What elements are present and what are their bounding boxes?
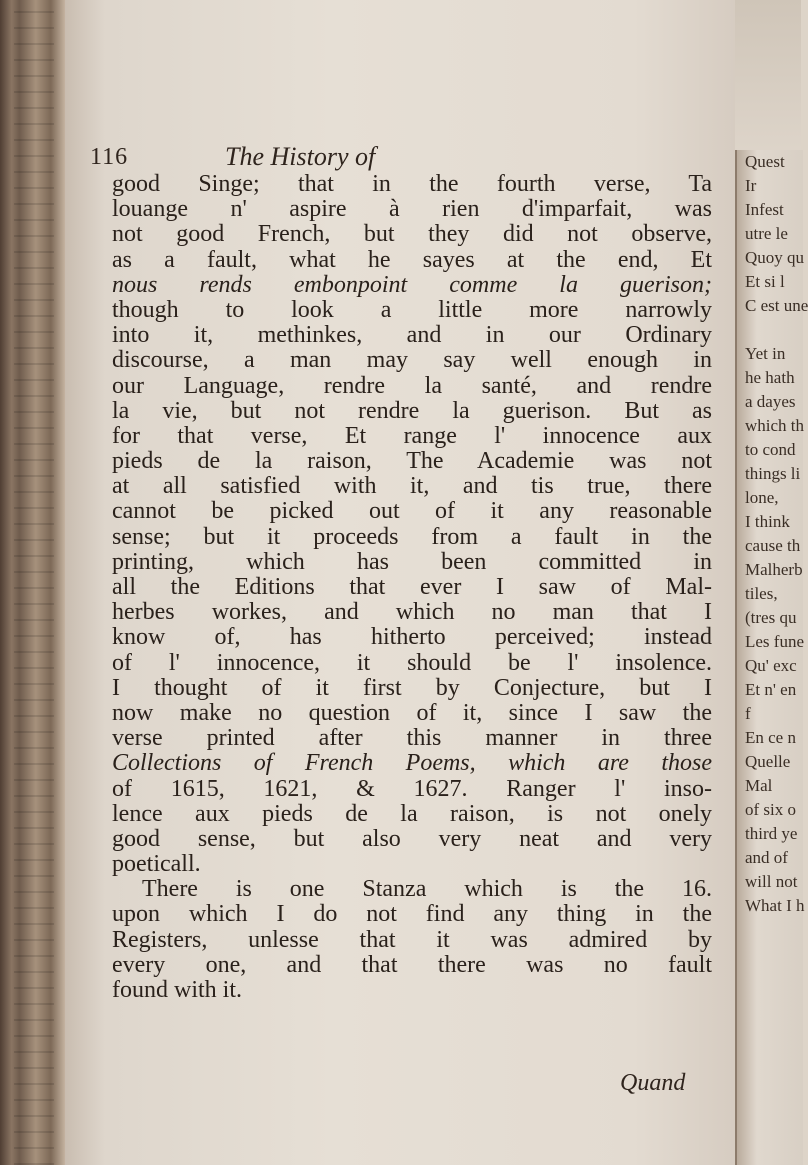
running-head: The History of [225,142,376,171]
text-line: our Language, rendre la santé, and rendre [112,372,712,399]
facing-line: Yet in [745,344,786,363]
text-line: all the Editions that ever I saw of Mal- [112,574,712,600]
facing-line: which th [745,416,805,435]
facing-line: Mal [745,776,773,795]
text-line: verse printed after this manner in three [112,725,712,752]
facing-line: Qu' exc [745,656,797,675]
text-line: good sense, but also very neat and very [112,825,712,852]
text-line: know of, has hitherto perceived; instead [112,624,712,651]
facing-line: What I h [745,896,805,915]
facing-line: a dayes [745,392,796,411]
text-line: though to look a little more narrowly [112,296,712,323]
facing-line: Et si l [745,272,785,291]
text-line: herbes workes, and which no man that I [112,599,712,626]
facing-line: (tres qu [745,608,797,627]
text-line: I thought of it first by Conjecture, but I [112,674,712,701]
text-line: discourse, a man may say well enough in [112,347,712,374]
facing-line: En ce n [745,728,796,747]
text-line: into it, methinkes, and in our Ordinary [112,322,712,349]
facing-line: Quest [745,152,785,171]
facing-line: and of [745,848,788,867]
facing-line: Quoy qu [745,248,805,267]
facing-line: Malherb [745,560,803,579]
facing-line: Et n' en [745,680,797,699]
text-line: of l' innocence, it should be l' insolence. [112,649,712,676]
facing-line: C est une [745,296,808,315]
facing-line: of six o [745,800,796,819]
facing-line: utre le [745,224,788,243]
text-line: upon which I do not find any thing in the [112,901,712,928]
text-line: printing, which has been committed in [112,548,712,575]
facing-line: Ir [745,176,757,195]
text-line: for that verse, Et range l' innocence aux [112,422,712,449]
book-spine [0,0,65,1165]
facing-page-top [735,0,801,150]
facing-line: Les fune [745,632,805,651]
text-line: at all satisfied with it, and tis true, there [112,473,712,500]
text-line: la vie, but not rendre la guerison. But as [112,397,712,424]
page-body [112,172,712,1003]
text-line: of 1615, 1621, & 1627. Ranger l' inso- [112,775,712,802]
facing-line: things li [745,464,801,483]
facing-line: Quelle [745,752,791,771]
page-number: 116 [90,144,129,170]
text-line: nous rends embonpoint comme la guerison; [112,271,712,298]
text-line: louange n' aspire à rien d'imparfait, was [112,196,712,223]
facing-line: lone, [745,488,779,507]
text-line: Collections of French Poems, which are those [112,750,712,777]
text-line: pieds de la raison, The Academie was not [112,448,712,475]
text-line: found with it. [112,977,242,1003]
text-line: sense; but it proceeds from a fault in the [112,523,712,550]
text-line: cannot be picked out of it any reasonable [112,498,712,525]
text-line: There is one Stanza which is the 16. [142,876,712,903]
spine-texture [14,0,54,1165]
text-line: lence aux pieds de la raison, is not onely [112,800,712,827]
text-line: poeticall. [112,851,201,878]
facing-line: f [745,704,751,723]
facing-line: to cond [745,440,796,459]
facing-line: he hath [745,368,795,387]
text-line: not good French, but they did not observe, [112,221,712,248]
text-line: now make no question of it, since I saw the [112,699,712,726]
facing-line: I think [745,512,790,531]
catchword: Quand [620,1070,686,1096]
facing-page-edge [735,150,808,1165]
text-line: good Singe; that in the fourth verse, Ta [112,171,712,197]
text-line: as a fault, what he sayes at the end, Et [112,246,712,273]
facing-line: cause th [745,536,801,555]
text-line: every one, and that there was no fault [112,951,712,978]
facing-line: will not [745,872,798,891]
facing-line: Infest [745,200,784,219]
facing-line: third ye [745,824,798,843]
facing-line: tiles, [745,584,778,603]
text-line: Registers, unlesse that it was admired by [112,926,712,953]
